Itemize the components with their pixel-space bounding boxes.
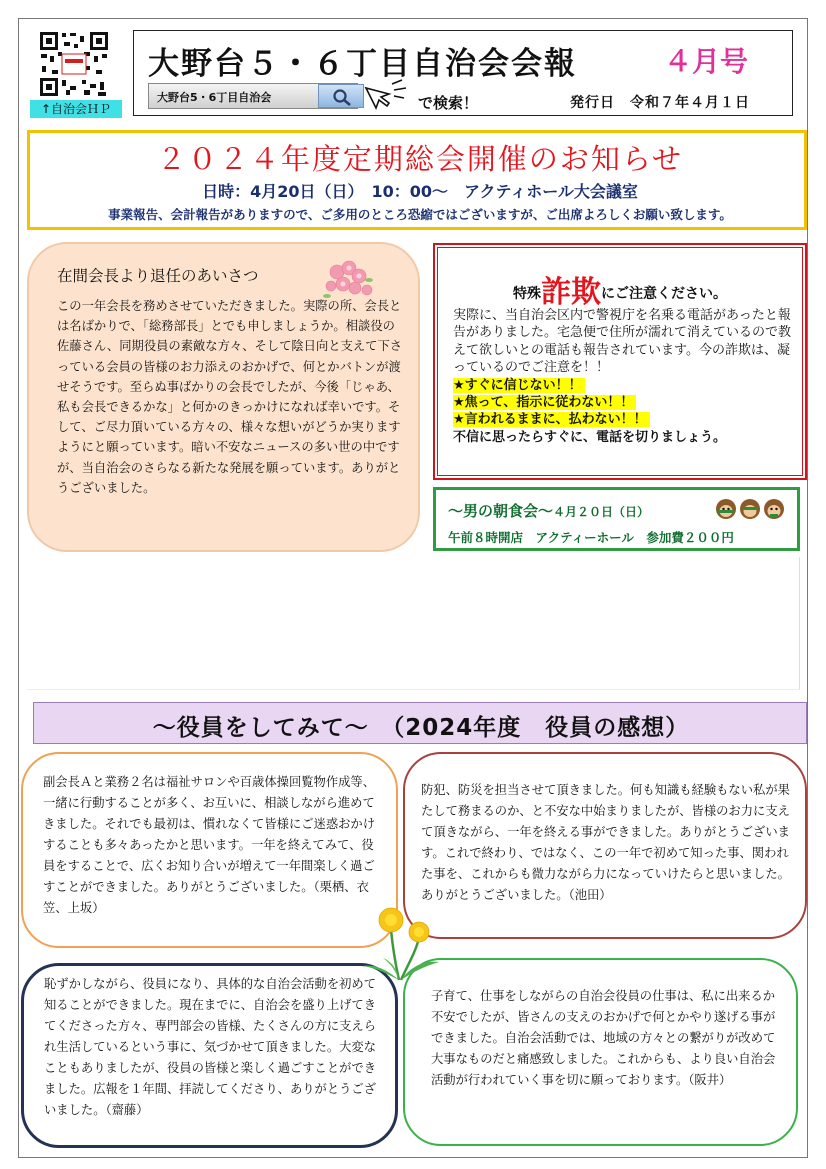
chairman-greeting-title: 在間会長より退任のあいさつ — [57, 267, 259, 285]
fraud-warning-heading — [435, 267, 805, 311]
search-input-text: 大野台5・6丁目自治会 — [157, 91, 272, 104]
officer-comment-text: 子育て、仕事をしながらの自治会役員の仕事は、私に出来るか不安でしたが、皆さんの支えのおかげで何とかやり遂げる事ができました。自治会活動では、地域の方々との繋がりが改めて大事なものだと痛感致しました。これからも、より良い自治会活動が行われていく事を切に願っております。（阪井） — [431, 989, 776, 1087]
newsletter-title: 大野台５・６丁目自治会会報 — [148, 46, 577, 82]
officer-comment-text: 防犯、防災を担当させて頂きました。何も知識も経験もない私が果たして務まるのか、と不安な中始まりましたが、皆様のお力に支えて頂きながら、一年を終える事ができました。ありがとうございます。これで終わり、ではなく、この一年で初めて知った事、関われた事を、これからも微力ながら力になっていけたらと思いました。ありがとうございました。（池田） — [421, 783, 790, 902]
chairman-greeting-body: この一年会長を務めさせていただきました。実際の所、会長とは名ばかりで、「総務部長」とでも申しましょうか。相談役の佐藤さん、同期役員の素敵な方々、そして陰日向と支えて下さっている会員の皆様のお力添えのおかげで、何とかバトンが渡せそうです。至らぬ事ばかりの会長でしたが、今後「じゃあ、私も会長できるかな」と何かのきっかけになれば幸いです。そして、ご尽力頂いている方々の、様々な想いがどうか実りますようにと願っています。暗い不安なニュースの多い世の中ですが、当自治会のさらなる新たな発展を願っています。ありがとうございました。 — [57, 299, 403, 495]
fraud-warning — [433, 243, 807, 480]
meeting-note: 事業報告、会計報告がありますので、ご多用のところ恐縮ではございますが、ご出席よろしくお願い致します。 — [108, 207, 732, 222]
fraud-point: ★すぐに信じない！！ — [453, 378, 585, 393]
monkey-icon — [714, 496, 786, 527]
search-suffix-text: で検索！ — [418, 94, 479, 112]
officer-comment-card — [21, 752, 398, 948]
issue-date: 発行日 令和７年４月１日 — [570, 95, 750, 111]
fraud-heading-big: 詐欺 — [541, 275, 601, 310]
fraud-hang-up-advice: 不信に思ったらすぐに、電話を切りましょう。 — [453, 429, 727, 445]
breakfast-info: 午前８時開店 アクティーホール 参加費２００円 — [448, 530, 734, 545]
officer-comment-card — [403, 752, 807, 939]
magnifier-icon — [319, 85, 365, 109]
officers-section-title: ～役員をしてみて～ （2024年度 役員の感想） — [152, 715, 690, 741]
dandelion-icon — [355, 902, 445, 982]
mens-breakfast-notice — [433, 487, 800, 551]
blank-area — [27, 557, 800, 690]
breakfast-title: ～男の朝食会～ — [448, 502, 554, 520]
officer-comment-text: 恥ずかしながら、役員になり、具体的な自治会活動を初めて知ることができました。現在までに、自治会を盛り上げてきてくださった方々、専門部会の皆様、たくさんの方に支えられ生活しているという事に、気づかせて頂きました。大変なこともありましたが、役員の皆様と楽しく過ごすことができました。広報を１年間、拝読してくださり、ありがとうございました。（齋藤） — [44, 977, 377, 1117]
fraud-point: ★言われるままに、払わない！！ — [453, 412, 650, 427]
breakfast-title-line — [448, 500, 649, 521]
officers-section-header — [33, 702, 807, 744]
officer-comment-card — [403, 958, 798, 1146]
issue-label: ４月号 — [664, 45, 749, 78]
fraud-heading-prefix: 特殊 — [513, 286, 541, 302]
search-button[interactable] — [318, 84, 364, 108]
meeting-datetime: 日時：4月20日（日） 10：00～ アクティホール大会議室 — [202, 182, 638, 201]
officer-comment-text: 副会長Ａと業務２名は福祉サロンや百歳体操回覧物作成等、一緒に行動することが多く、お互いに、相談しながら進めてきました。それでも最初は、慣れなくて皆様にご迷惑おかけすることも多々あったかと思います。一年を終えてみて、役員をすることで、広くお知り合いが増えて一年間楽しく過ごすことができました。ありがとうございました。（栗栖、衣笠、上坂） — [43, 775, 376, 915]
fraud-warning-text: 実際に、当自治会区内で警視庁を名乗る電話があったと報告がありました。宅急便で住所が濡れて消えているので教えて欲しいとの電話も報告されています。今の詐欺は、凝っているのでご注意を！！ — [453, 308, 792, 376]
meeting-title: ２０２４年度定期総会開催のお知らせ — [156, 142, 684, 176]
homepage-link-label[interactable]: ↑自治会ＨＰ — [30, 100, 122, 118]
fraud-point: ★焦って、指示に従わない！！ — [453, 395, 636, 410]
pointer-cursor-icon — [362, 78, 414, 118]
breakfast-date: ４月２０日（日） — [553, 505, 650, 519]
fraud-heading-suffix: にご注意ください。 — [601, 286, 727, 302]
chairman-greeting — [27, 242, 420, 552]
general-meeting-notice — [27, 130, 807, 230]
officer-comment-card — [21, 963, 398, 1148]
fraud-warning-body — [453, 307, 793, 446]
qr-code-icon[interactable] — [38, 30, 110, 98]
